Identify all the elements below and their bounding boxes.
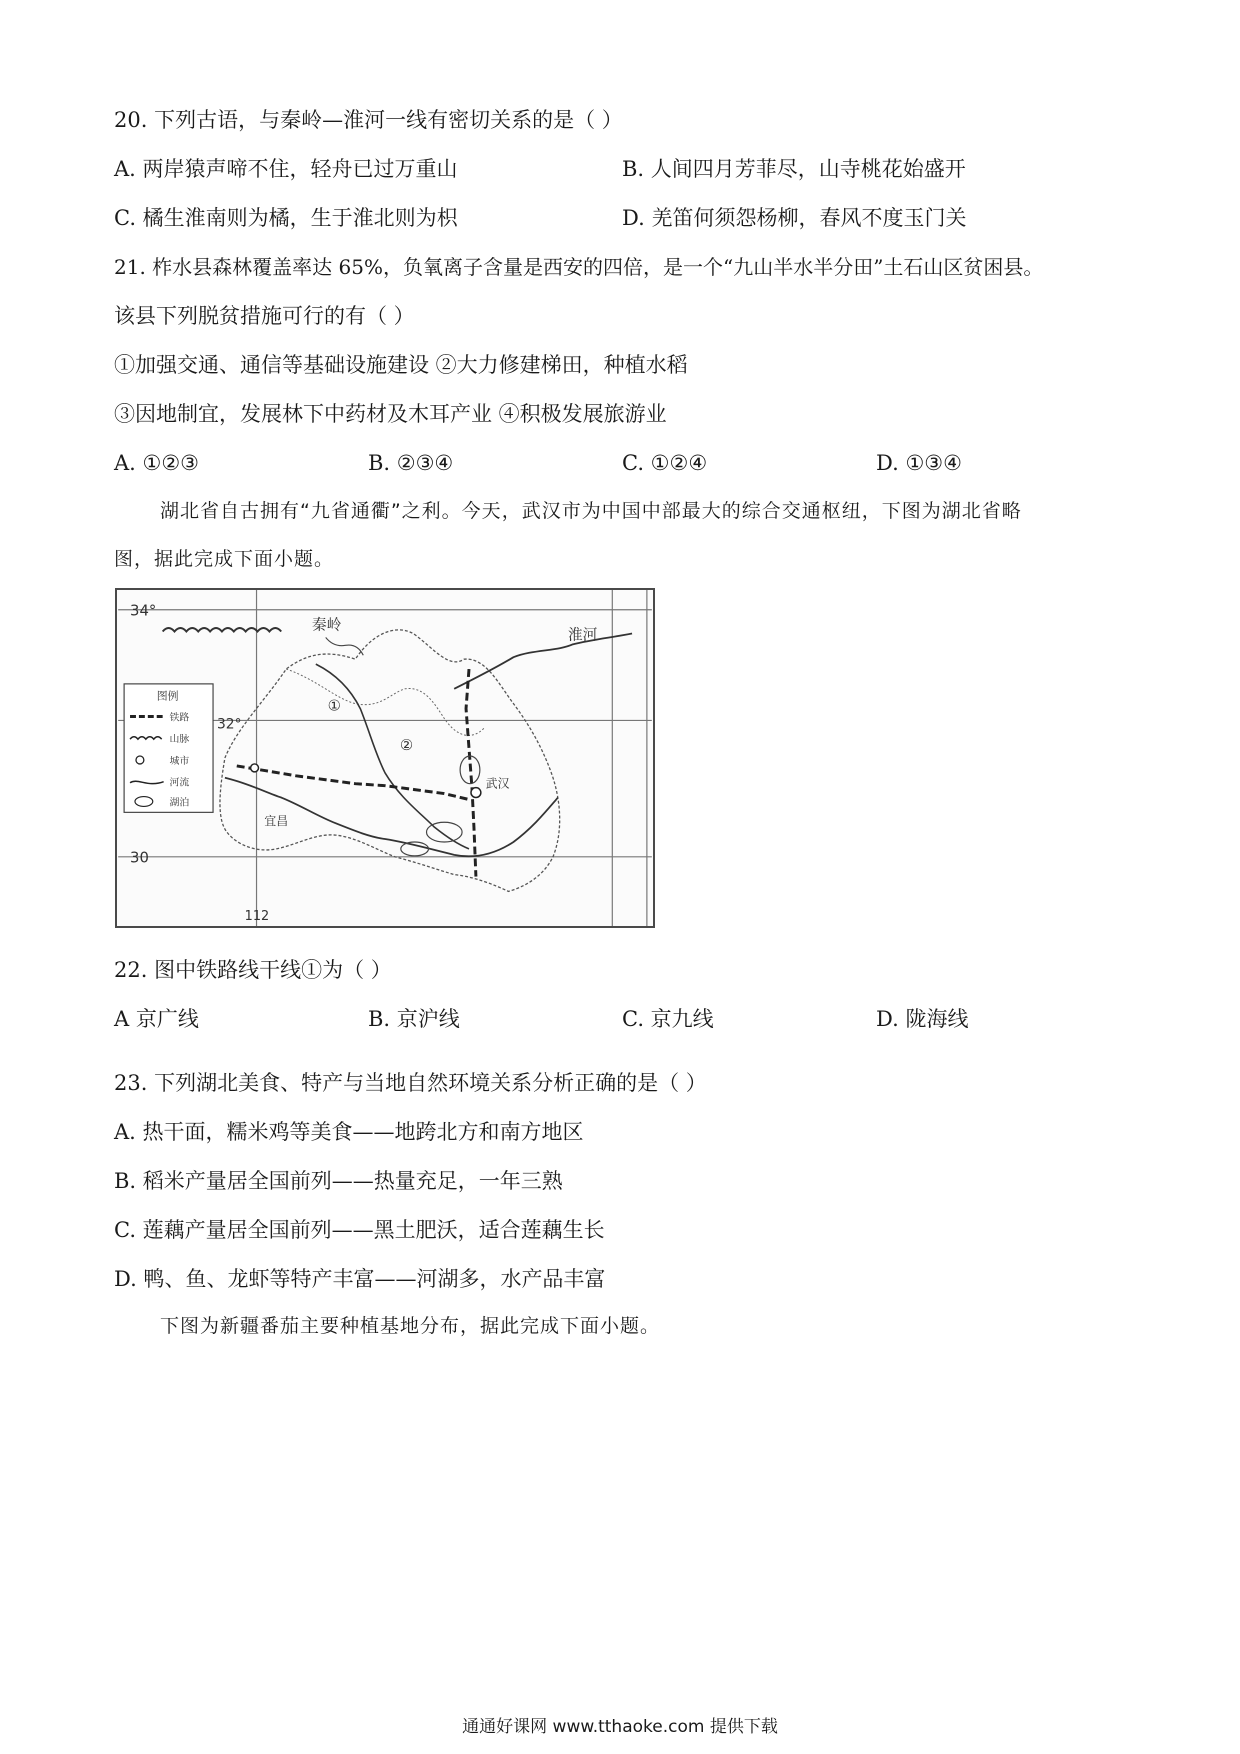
label-qinling: 秦岭 xyxy=(311,616,342,634)
city-yichang xyxy=(251,764,259,772)
q23-option-b: B. 稻米产量居全国前列——热量充足，一年三熟 xyxy=(114,1169,563,1193)
xinjiang-intro-line-1: 下图为新疆番茄主要种植基地分布，据此完成下面小题。 xyxy=(160,1315,661,1337)
q23-option-d: D. 鸭、鱼、龙虾等特产丰富——河湖多，水产品丰富 xyxy=(114,1267,606,1291)
huaihe-river xyxy=(454,633,632,688)
legend-item-railway: 铁路 xyxy=(169,712,190,724)
lat-label-30: 30 xyxy=(130,849,149,867)
legend-title: 图例 xyxy=(156,689,179,703)
province-outline xyxy=(220,630,560,892)
legend-item-mountains: 山脉 xyxy=(169,734,190,746)
marker-1: ① xyxy=(327,697,341,715)
q23-option-c: C. 莲藕产量居全国前列——黑土肥沃，适合莲藕生长 xyxy=(114,1218,605,1242)
label-wuhan: 武汉 xyxy=(485,776,510,791)
q22-stem: 22. 图中铁路线干线①为（ ） xyxy=(114,958,392,982)
han-river xyxy=(316,664,469,849)
marker-2: ② xyxy=(399,737,414,755)
legend-item-lake: 湖泊 xyxy=(169,797,190,809)
legend-box xyxy=(124,684,213,812)
legend-item-city: 城市 xyxy=(169,755,190,767)
city-wuhan xyxy=(471,788,481,798)
hubei-map xyxy=(115,588,655,928)
q23-stem: 23. 下列湖北美食、特产与当地自然环境关系分析正确的是（ ） xyxy=(114,1071,707,1095)
q22-option-b: B. 京沪线 xyxy=(368,1007,460,1031)
q21-option-c: C. ①②④ xyxy=(622,451,708,475)
q21-stem-line-2: 该县下列脱贫措施可行的有（ ） xyxy=(114,304,415,328)
q23-option-a: A. 热干面，糯米鸡等美食——地跨北方和南方地区 xyxy=(114,1120,584,1144)
q21-option-a: A. ①②③ xyxy=(114,451,199,475)
lon-label-112: 112 xyxy=(244,909,270,925)
railway-line-2 xyxy=(466,669,476,877)
q20-option-a: A. 两岸猿声啼不住，轻舟已过万重山 xyxy=(114,157,458,181)
q20-option-d: D. 羌笛何须怨杨柳，春风不度玉门关 xyxy=(622,206,967,230)
q22-option-c: C. 京九线 xyxy=(622,1007,714,1031)
lake xyxy=(401,842,429,856)
q21-stem-line-1: 21. 柞水县森林覆盖率达 65%，负氧离子含量是西安的四倍，是一个“九山半水半分田”土石山区贫困县。 xyxy=(114,255,1044,279)
q22-option-a: A 京广线 xyxy=(114,1007,199,1031)
hubei-intro-line-2: 图，据此完成下面小题。 xyxy=(114,548,335,570)
lat-label-34: 34° xyxy=(130,602,157,620)
hubei-map-drawing xyxy=(117,590,653,926)
hubei-intro-line-1: 湖北省自古拥有“九省通衢”之利。今天，武汉市为中国中部最大的综合交通枢纽，下图为湖北省略 xyxy=(160,500,1022,522)
q20-option-c: C. 橘生淮南则为橘，生于淮北则为枳 xyxy=(114,206,458,230)
q21-option-b: B. ②③④ xyxy=(368,451,454,475)
q20-stem: 20. 下列古语，与秦岭—淮河一线有密切关系的是（ ） xyxy=(114,108,623,132)
q21-option-d: D. ①③④ xyxy=(876,451,962,475)
q22-option-d: D. 陇海线 xyxy=(876,1007,969,1031)
lat-label-32: 32° xyxy=(217,716,242,733)
lake xyxy=(427,822,463,842)
qinling-mountains xyxy=(163,628,282,631)
q21-item-line-2: ③因地制宜，发展林下中药材及木耳产业 ④积极发展旅游业 xyxy=(114,402,667,426)
q20-option-b: B. 人间四月芳菲尽，山寺桃花始盛开 xyxy=(622,157,966,181)
q21-item-line-1: ①加强交通、通信等基础设施建设 ②大力修建梯田，种植水稻 xyxy=(114,353,688,377)
page-footer: 通通好课网 www.tthaoke.com 提供下载 xyxy=(462,1717,778,1737)
label-yichang: 宜昌 xyxy=(264,814,289,829)
legend-item-river: 河流 xyxy=(169,777,190,789)
label-huaihe: 淮河 xyxy=(567,626,598,644)
